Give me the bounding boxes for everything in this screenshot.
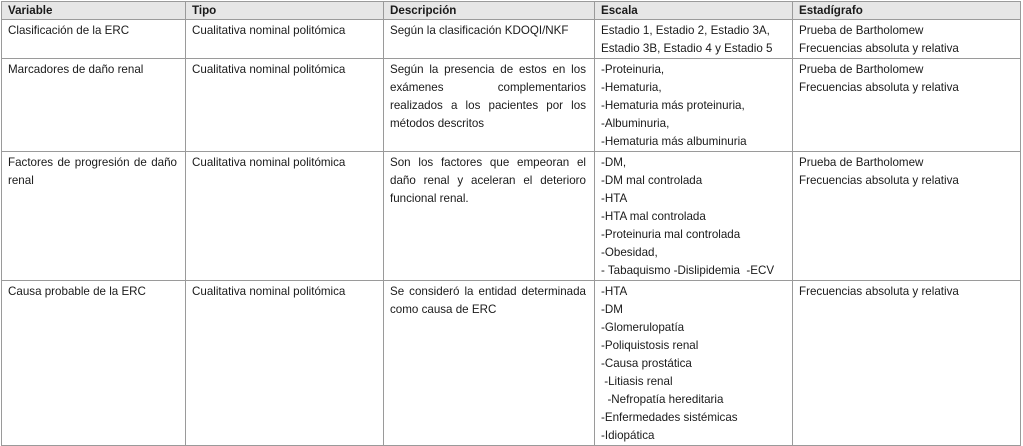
estadigrafo-item: Frecuencias absoluta y relativa — [799, 81, 959, 94]
escala-item: -Hematuria más proteinuria, — [601, 99, 745, 112]
escala-item: -Proteinuria, — [601, 63, 665, 76]
escala-item: -Hematuria más albuminuria — [601, 135, 747, 148]
cell-variable: Marcadores de daño renal — [2, 59, 186, 152]
header-escala: Escala — [595, 2, 793, 20]
table-row — [2, 20, 1021, 59]
variables-table — [1, 1, 1021, 446]
escala-item: -HTA mal controlada — [601, 210, 706, 223]
cell-descripcion: Según la clasificación KDOQI/NKF — [384, 20, 595, 59]
estadigrafo-item: Prueba de Bartholomew — [799, 63, 924, 76]
escala-item: -Nefropatía hereditaria — [601, 393, 724, 406]
escala-item: -DM mal controlada — [601, 174, 703, 187]
header-descripcion: Descripción — [384, 2, 595, 20]
estadigrafo-item: Frecuencias absoluta y relativa — [799, 285, 959, 298]
escala-item: -Hematuria, — [601, 81, 662, 94]
cell-tipo: Cualitativa nominal politómica — [186, 152, 384, 281]
cell-tipo: Cualitativa nominal politómica — [186, 20, 384, 59]
estadigrafo-item: Prueba de Bartholomew — [799, 24, 924, 37]
escala-item: -Albuminuria, — [601, 117, 670, 130]
table-row — [2, 59, 1021, 152]
escala-item: -Poliquistosis renal — [601, 339, 699, 352]
cell-estadigrafo — [793, 59, 1021, 152]
escala-item: -Idiopática — [601, 429, 655, 442]
cell-escala — [595, 20, 793, 59]
table-row — [2, 152, 1021, 281]
cell-estadigrafo — [793, 20, 1021, 59]
estadigrafo-item: Prueba de Bartholomew — [799, 156, 924, 169]
estadigrafo-item: Frecuencias absoluta y relativa — [799, 42, 959, 55]
header-tipo: Tipo — [186, 2, 384, 20]
escala-item: Estadio 3B, Estadio 4 y Estadio 5 — [601, 42, 773, 55]
cell-descripcion: Según la presencia de estos en los exámenes complementarios realizados a los pacientes por los métodos descritos — [384, 59, 595, 152]
header-variable: Variable — [2, 2, 186, 20]
escala-item: -Causa prostática — [601, 357, 692, 370]
escala-item: -DM — [601, 303, 623, 316]
escala-item: - Tabaquismo -Dislipidemia -ECV — [601, 264, 775, 277]
escala-item: -HTA — [601, 285, 628, 298]
table-header-row — [2, 2, 1021, 20]
cell-tipo: Cualitativa nominal politómica — [186, 59, 384, 152]
cell-escala — [595, 281, 793, 446]
escala-item: -Obesidad, — [601, 246, 658, 259]
escala-item: -Litiasis renal — [601, 375, 673, 388]
cell-escala — [595, 59, 793, 152]
cell-escala — [595, 152, 793, 281]
cell-variable: Factores de progresión de daño renal — [2, 152, 186, 281]
escala-item: -Enfermedades sistémicas — [601, 411, 738, 424]
cell-estadigrafo — [793, 281, 1021, 446]
cell-descripcion: Se consideró la entidad determinada como causa de ERC — [384, 281, 595, 446]
cell-descripcion: Son los factores que empeoran el daño renal y aceleran el deterioro funcional renal. — [384, 152, 595, 281]
escala-item: Estadio 1, Estadio 2, Estadio 3A, — [601, 24, 770, 37]
cell-variable: Clasificación de la ERC — [2, 20, 186, 59]
header-estadigrafo: Estadígrafo — [793, 2, 1021, 20]
estadigrafo-item: Frecuencias absoluta y relativa — [799, 174, 959, 187]
table-row — [2, 281, 1021, 446]
escala-item: -HTA — [601, 192, 628, 205]
escala-item: -Glomerulopatía — [601, 321, 685, 334]
cell-variable: Causa probable de la ERC — [2, 281, 186, 446]
cell-tipo: Cualitativa nominal politómica — [186, 281, 384, 446]
escala-item: -DM, — [601, 156, 627, 169]
cell-estadigrafo — [793, 152, 1021, 281]
escala-item: -Proteinuria mal controlada — [601, 228, 741, 241]
